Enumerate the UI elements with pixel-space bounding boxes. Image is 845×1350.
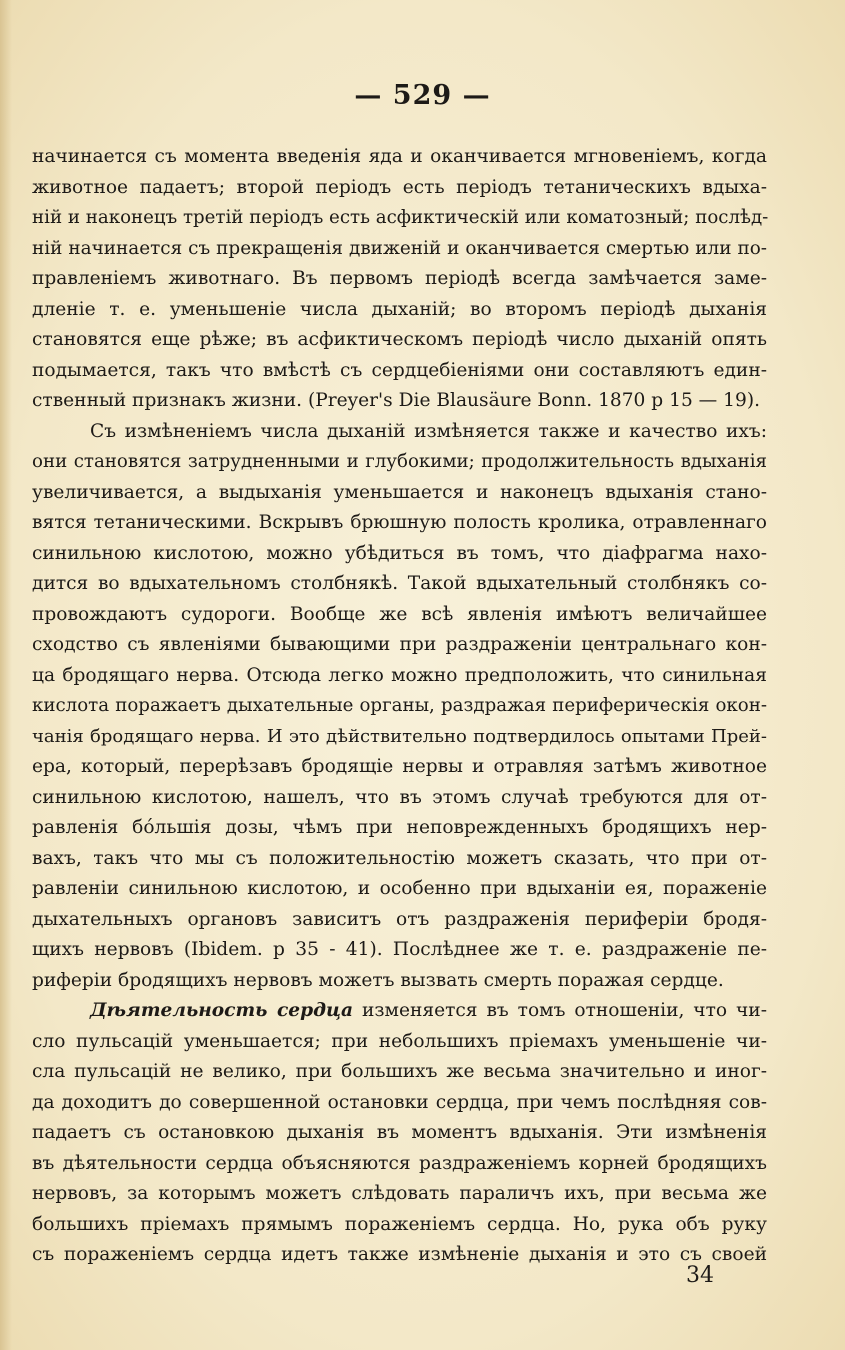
text-line: увеличивается, а выдыханія уменьшается и наконецъ вдыханія стано-: [32, 481, 767, 503]
paragraph-start: Съ измѣненіемъ числа дыханій измѣняется также и качество ихъ:: [90, 420, 767, 442]
page-number-header: — 529 —: [354, 80, 491, 111]
italic-heading: Дѣятельность сердца: [90, 1000, 354, 1021]
text-line: ній и наконецъ третій періодъ есть асфиктическій или коматозный; послѣд-: [32, 207, 769, 228]
text-line: дыхательныхъ органовъ зависитъ отъ раздраженія периферіи бродя-: [32, 908, 767, 930]
text-line: становятся еще рѣже; въ асфиктическомъ періодѣ число дыханій опять: [32, 329, 767, 350]
text-fragment: изменяется въ томъ отношеніи, что чи-: [361, 1000, 767, 1021]
text-line: щихъ нервовъ (Ibidem. p 35 - 41). Послѣднее же т. е. раздраженіе пе-: [32, 939, 767, 960]
text-line: синильною кислотою, можно убѣдиться въ томъ, что діафрагма нахо-: [32, 542, 767, 564]
text-line: падаетъ съ остановкою дыханія въ моментъ вдыханія. Эти измѣненія: [32, 1122, 767, 1143]
text-line: вятся тетаническими. Вскрывъ брюшную полость кролика, отравленнаго: [32, 512, 767, 533]
text-line: съ пораженіемъ сердца идетъ также измѣненіе дыханія и это съ своей: [32, 1244, 767, 1265]
text-line: сла пульсацій не велико, при большихъ же весьма значительно и иног-: [32, 1061, 767, 1082]
text-line: равленія бо́льшія дозы, чѣмъ при неповрежденныхъ бродящихъ нер-: [32, 817, 767, 838]
text-line: кислота поражаетъ дыхательные органы, раздражая периферическія окон-: [32, 695, 767, 716]
text-line: нервовъ, за которымъ можетъ слѣдовать параличъ ихъ, при весьма же: [32, 1183, 767, 1204]
text-line: вахъ, такъ что мы съ положительностію можетъ сказать, что при от-: [32, 847, 767, 869]
text-line: животное падаетъ; второй періодъ есть періодъ тетаническихъ вдыха-: [32, 176, 767, 198]
binding-shadow: [0, 0, 12, 1350]
paragraph-start: [32, 996, 767, 1027]
text-line: риферіи бродящихъ нервовъ можетъ вызвать смерть поражая сердце.: [32, 969, 724, 991]
text-line: дленіе т. е. уменьшеніе числа дыханій; во второмъ періодѣ дыханія: [32, 298, 767, 320]
body-text: [32, 142, 767, 1271]
text-line: провождаютъ судороги. Вообще же всѣ явленія имѣютъ величайшее: [32, 603, 767, 625]
signature-mark: 34: [686, 1263, 714, 1288]
text-line: чанія бродящаго нерва. И это дѣйствительно подтвердилось опытами Прей-: [32, 725, 767, 747]
text-line: да доходитъ до совершенной остановки сердца, при чемъ послѣдняя сов-: [32, 1091, 767, 1113]
text-line: ера, который, перерѣзавъ бродящіе нервы и отравляя затѣмъ животное: [32, 756, 767, 777]
text-line: ственный признакъ жизни. (Preyer's Die Blausäure Bonn. 1870 p 15 — 19).: [32, 390, 761, 411]
text-line: сходство съ явленіями бывающими при раздраженіи центральнаго кон-: [32, 634, 767, 655]
text-line: большихъ пріемахъ прямымъ пораженіемъ сердца. Но, рука объ руку: [32, 1213, 767, 1235]
text-line: дится во вдыхательномъ столбнякѣ. Такой вдыхательный столбнякъ со-: [32, 573, 767, 594]
text-line: подымается, такъ что вмѣстѣ съ сердцебіеніями они составляютъ един-: [32, 359, 767, 381]
text-line: правленіемъ животнаго. Въ первомъ періодѣ всегда замѣчается заме-: [32, 268, 767, 289]
text-line: начинается съ момента введенія яда и оканчивается мгновеніемъ, когда: [32, 146, 767, 167]
text-line: ца бродящаго нерва. Отсюда легко можно предположить, что синильная: [32, 664, 767, 686]
text-line: равленіи синильною кислотою, и особенно при вдыханіи ея, пораженіе: [32, 878, 767, 899]
text-line: они становятся затрудненными и глубокими; продолжительность вдыханія: [32, 451, 767, 472]
text-line: сло пульсацій уменьшается; при небольшихъ пріемахъ уменьшеніе чи-: [32, 1030, 767, 1052]
text-line: синильною кислотою, нашелъ, что въ этомъ случаѣ требуются для от-: [32, 786, 767, 808]
text-line: въ дѣятельности сердца объясняются раздраженіемъ корней бродящихъ: [32, 1152, 767, 1174]
text-line: ній начинается съ прекращенія движеній и оканчивается смертью или по-: [32, 237, 767, 259]
